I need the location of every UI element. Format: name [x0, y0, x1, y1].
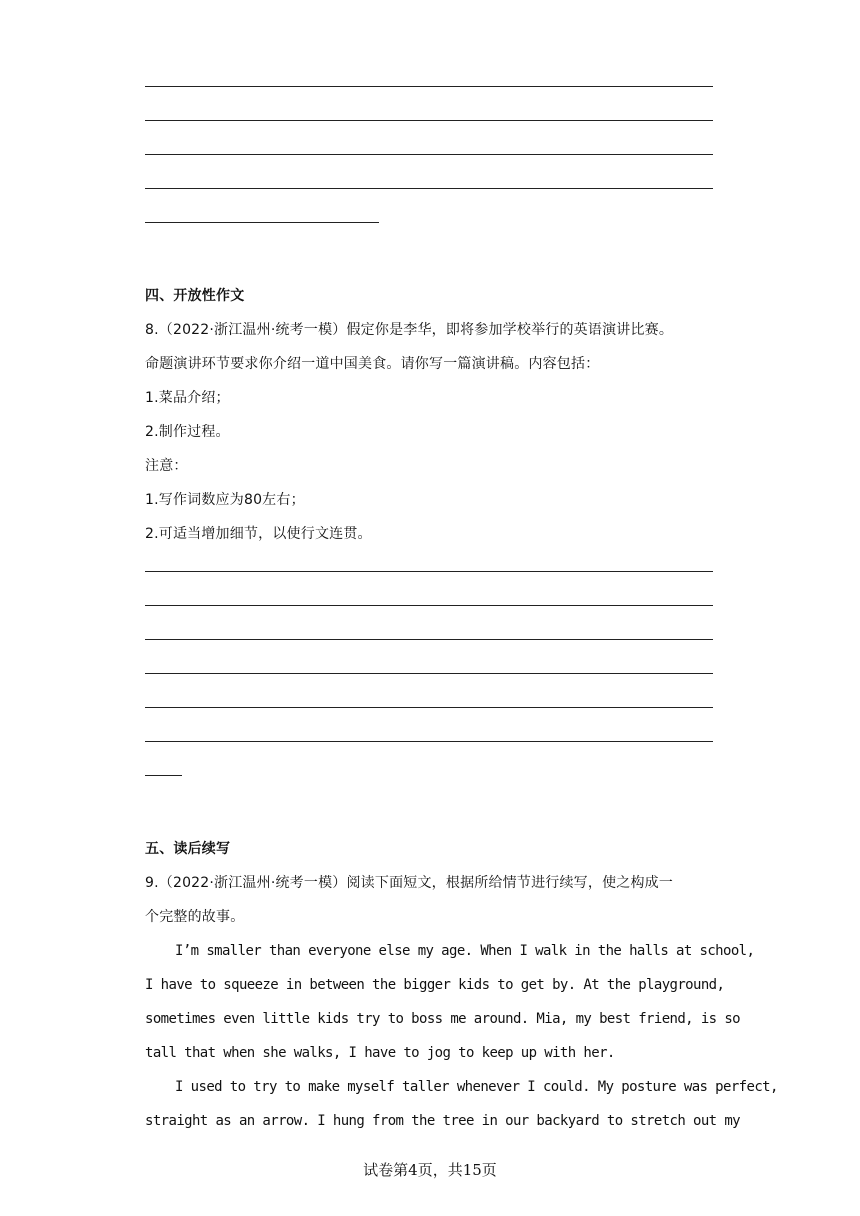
requirement-item-2: 2.制作过程。: [145, 424, 230, 440]
note-item-2: 2.可适当增加细节，以使行文连贯。: [145, 526, 372, 542]
answer-line: [145, 154, 713, 155]
answer-line: [145, 639, 713, 640]
question-8-prompt-line1: 8.（2022·浙江温州·统考一模）假定你是李华，即将参加学校举行的英语演讲比赛。: [145, 322, 674, 338]
note-label: 注意：: [145, 458, 188, 474]
passage-line: tall that when she walks, I have to jog to keep up with her.: [145, 1045, 615, 1061]
passage-line: I used to try to make myself taller whenever I could. My posture was perfect,: [175, 1079, 778, 1095]
question-8-prompt-line2: 命题演讲环节要求你介绍一道中国美食。请你写一篇演讲稿。内容包括：: [145, 356, 600, 372]
question-9-prompt-line1: 9.（2022·浙江温州·统考一模）阅读下面短文，根据所给情节进行续写，使之构成一: [145, 875, 674, 891]
answer-line: [145, 222, 379, 223]
answer-line: [145, 707, 713, 708]
section-heading-open-writing: 四、开放性作文: [145, 288, 245, 304]
answer-line: [145, 673, 713, 674]
requirement-item-1: 1.菜品介绍；: [145, 390, 230, 406]
answer-line: [145, 86, 713, 87]
note-item-1: 1.写作词数应为80左右；: [145, 492, 305, 508]
section-heading-continuation-writing: 五、读后续写: [145, 841, 231, 857]
answer-line: [145, 741, 713, 742]
passage-line: sometimes even little kids try to boss me around. Mia, my best friend, is so: [145, 1011, 740, 1027]
answer-line: [145, 571, 713, 572]
passage-line: straight as an arrow. I hung from the tree in our backyard to stretch out my: [145, 1113, 740, 1129]
answer-line: [145, 188, 713, 189]
page-number-footer: 试卷第4页，共15页: [363, 1161, 497, 1179]
answer-line: [145, 605, 713, 606]
passage-line: I’m smaller than everyone else my age. When I walk in the halls at school,: [175, 943, 755, 959]
question-9-prompt-line2: 个完整的故事。: [145, 909, 245, 925]
passage-line: I have to squeeze in between the bigger kids to get by. At the playground,: [145, 977, 725, 993]
answer-line: [145, 120, 713, 121]
answer-line: [145, 775, 182, 776]
